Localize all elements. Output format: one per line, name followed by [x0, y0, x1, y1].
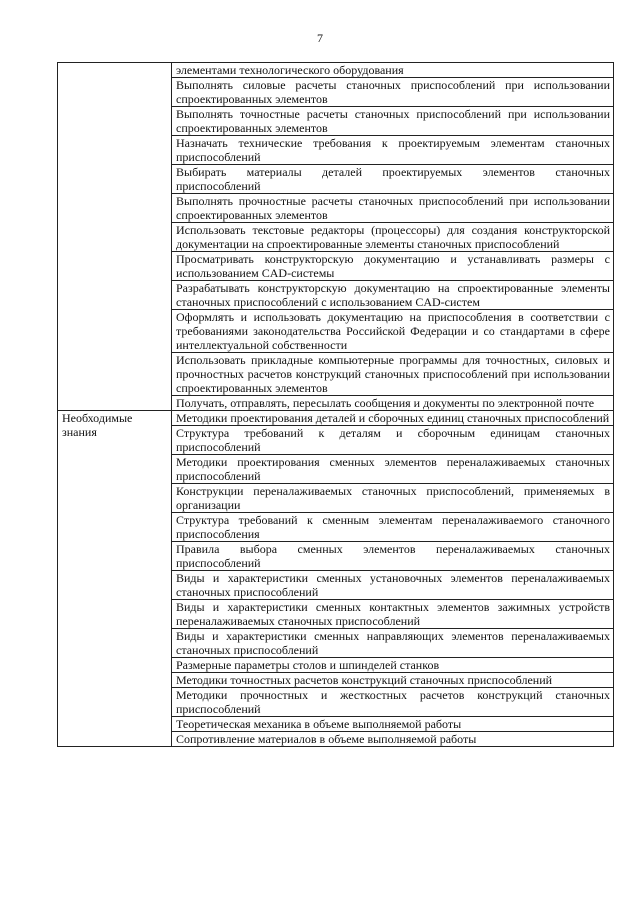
- requirement-item: Использовать прикладные компьютерные программы для точностных, силовых и прочностных расчетов конструкций станочных приспособлений при использовании спроектированных элементов: [172, 353, 614, 396]
- section-heading-cell: [58, 63, 172, 411]
- requirement-item: Сопротивление материалов в объеме выполняемой работы: [172, 732, 614, 747]
- requirement-item: Получать, отправлять, пересылать сообщения и документы по электронной почте: [172, 396, 614, 411]
- section-heading-cell: Необходимые знания: [58, 411, 172, 747]
- requirement-item: Выбирать материалы деталей проектируемых элементов станочных приспособлений: [172, 165, 614, 194]
- table-row: [58, 63, 614, 78]
- requirement-item: Выполнять точностные расчеты станочных приспособлений при использовании спроектированных элементов: [172, 107, 614, 136]
- requirement-item: Просматривать конструкторскую документацию и устанавливать размеры с использованием CAD-системы: [172, 252, 614, 281]
- page-number: 7: [317, 31, 323, 45]
- requirement-item: Структура требований к сменным элементам переналаживаемого станочного приспособления: [172, 513, 614, 542]
- requirement-item: Правила выбора сменных элементов переналаживаемых станочных приспособлений: [172, 542, 614, 571]
- requirement-item: элементами технологического оборудования: [172, 63, 614, 78]
- requirement-item: Структура требований к деталям и сборочным единицам станочных приспособлений: [172, 426, 614, 455]
- requirement-item: Виды и характеристики сменных контактных элементов зажимных устройств переналаживаемых станочных приспособлений: [172, 600, 614, 629]
- requirement-item: Методики проектирования сменных элементов переналаживаемых станочных приспособлений: [172, 455, 614, 484]
- requirement-item: Виды и характеристики сменных направляющих элементов переналаживаемых станочных приспособлений: [172, 629, 614, 658]
- requirement-item: Использовать текстовые редакторы (процессоры) для создания конструкторской документации на спроектированные элементы станочных приспособлений: [172, 223, 614, 252]
- requirement-item: Разрабатывать конструкторскую документацию на спроектированные элементы станочных приспособлений с использованием CAD-систем: [172, 281, 614, 310]
- requirement-item: Выполнять прочностные расчеты станочных приспособлений при использовании спроектированных элементов: [172, 194, 614, 223]
- requirement-item: Размерные параметры столов и шпинделей станков: [172, 658, 614, 673]
- requirement-item: Выполнять силовые расчеты станочных приспособлений при использовании спроектированных элементов: [172, 78, 614, 107]
- requirement-item: Методики прочностных и жесткостных расчетов конструкций станочных приспособлений: [172, 688, 614, 717]
- requirement-item: Назначать технические требования к проектируемым элементам станочных приспособлений: [172, 136, 614, 165]
- requirements-table: [57, 62, 614, 747]
- requirement-item: Конструкции переналаживаемых станочных приспособлений, применяемых в организации: [172, 484, 614, 513]
- requirement-item: Оформлять и использовать документацию на приспособления в соответствии с требованиями законодательства Российской Федерации и со стандартами в сфере интеллектуальной собственности: [172, 310, 614, 353]
- requirement-item: Методики точностных расчетов конструкций станочных приспособлений: [172, 673, 614, 688]
- table-row: [58, 411, 614, 426]
- requirement-item: Теоретическая механика в объеме выполняемой работы: [172, 717, 614, 732]
- requirement-item: Виды и характеристики сменных установочных элементов переналаживаемых станочных приспособлений: [172, 571, 614, 600]
- requirement-item: Методики проектирования деталей и сборочных единиц станочных приспособлений: [172, 411, 614, 426]
